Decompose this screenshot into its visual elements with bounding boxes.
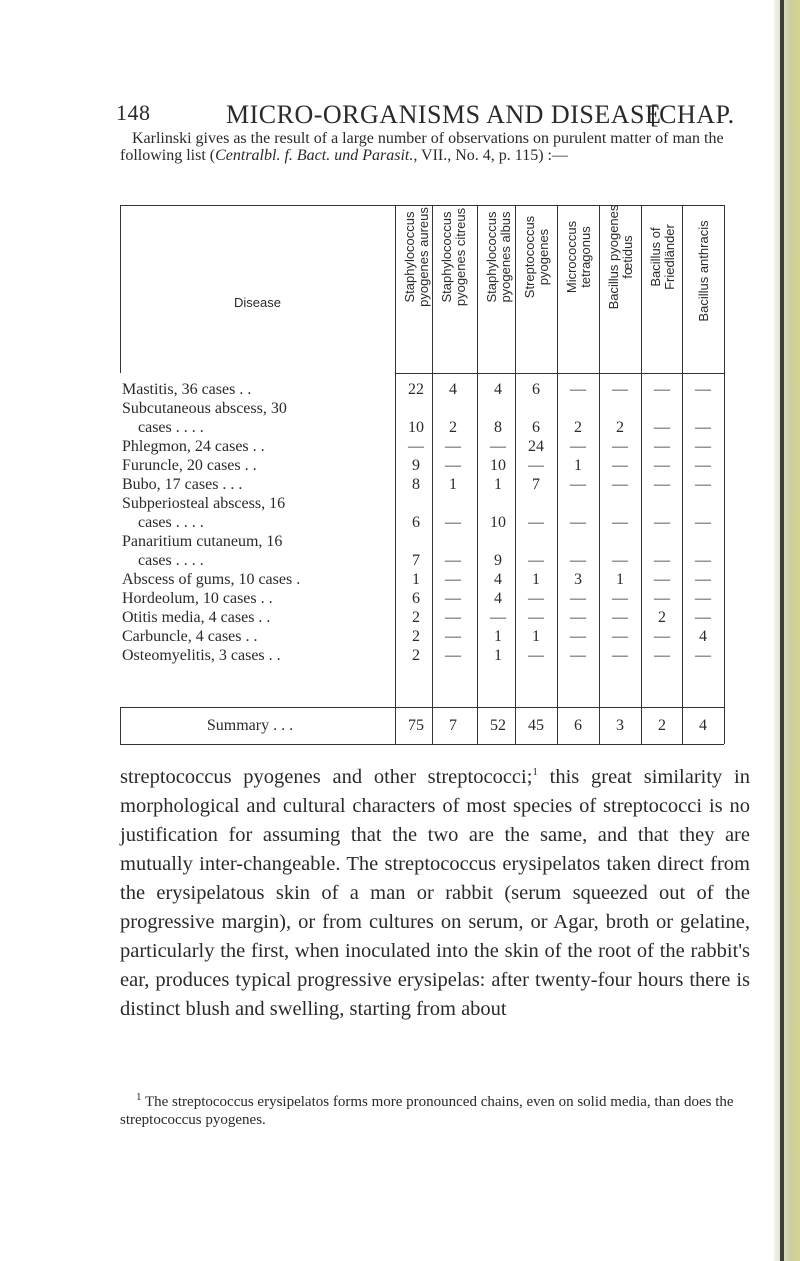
table-cell: —	[445, 457, 461, 474]
table-cell: —	[528, 457, 544, 474]
table-cell: 1	[494, 628, 502, 645]
table-cell: —	[612, 457, 628, 474]
body-paragraph-start: streptococcus pyogenes and other streptococci;	[120, 765, 533, 788]
table-cell: 6	[532, 381, 540, 398]
body-paragraph-rest: this great similarity in morphological and cultural characters of most species of streptococci is no justification for assuming that the two are the same, and that they are mutually inter-changeable. The streptococcus erysipelatos taken direct from the erysipelatous skin of a man or rabbit (serum squeezed out of the progressive margin), or from cultures on serum, or Agar, broth or gelatine, particularly the first, when inoculated into the skin of the root of the rabbit's ear, produces typical progressive erysipelas: after twenty-four hours there is distinct blush and swelling, starting from about	[120, 765, 750, 1020]
table-cell: —	[528, 590, 544, 607]
row-label: Subperiosteal abscess, 16	[122, 495, 286, 512]
table-cell: 2	[412, 628, 420, 645]
table-cell: —	[612, 590, 628, 607]
table-cell: —	[570, 647, 586, 664]
table-cell: —	[654, 571, 670, 588]
table-cell: —	[612, 381, 628, 398]
table-cell: —	[570, 590, 586, 607]
summary-cell: 6	[574, 717, 582, 734]
table-cell: —	[695, 419, 711, 436]
row-label: Osteomyelitis, 3 cases . .	[122, 647, 281, 664]
table-cell: —	[695, 590, 711, 607]
table-cell: —	[695, 438, 711, 455]
bacteria-table	[120, 205, 720, 750]
table-cell: —	[654, 590, 670, 607]
intro-citation: Centralbl. f. Bact. und Parasit.	[215, 147, 414, 164]
table-cell: —	[654, 457, 670, 474]
table-cell: —	[570, 381, 586, 398]
table-cell: 3	[574, 571, 582, 588]
summary-cell: 52	[490, 717, 506, 734]
table-cell: —	[570, 552, 586, 569]
intro-text-end: , VII., No. 4, p. 115) :—	[413, 147, 568, 164]
table-cell: —	[570, 628, 586, 645]
table-cell: —	[612, 514, 628, 531]
table-cell: 2	[574, 419, 582, 436]
column-header	[435, 205, 473, 373]
table-cell: —	[654, 628, 670, 645]
table-cell: —	[445, 628, 461, 645]
table-cell: 4	[449, 381, 457, 398]
column-header-label: Bacillus anthracis	[696, 220, 711, 322]
table-cell: 1	[532, 628, 540, 645]
disease-header: Disease	[234, 295, 281, 310]
table-cell: 4	[494, 381, 502, 398]
table-cell: —	[528, 647, 544, 664]
table-cell: 1	[532, 571, 540, 588]
table-cell: —	[445, 647, 461, 664]
table-cell: —	[654, 476, 670, 493]
table-cell: 2	[616, 419, 624, 436]
table-cell: —	[528, 552, 544, 569]
table-cell: —	[570, 476, 586, 493]
table-cell: —	[695, 571, 711, 588]
table-cell: 1	[449, 476, 457, 493]
table-cell: —	[695, 457, 711, 474]
table-cell: —	[445, 438, 461, 455]
column-header-label: Micrococcus tetragonus	[564, 220, 593, 294]
table-cell: —	[654, 647, 670, 664]
summary-cell: 7	[449, 717, 457, 734]
table-cell: —	[612, 476, 628, 493]
column-header	[560, 205, 598, 373]
row-label: Phlegmon, 24 cases . .	[122, 438, 265, 455]
table-cell: 10	[408, 419, 424, 436]
body-paragraph	[120, 758, 750, 1024]
table-cell: —	[654, 438, 670, 455]
intro-paragraph	[120, 130, 748, 164]
table-cell: 4	[494, 590, 502, 607]
table-cell: —	[695, 381, 711, 398]
table-cell: 1	[494, 647, 502, 664]
summary-rule	[120, 707, 724, 708]
table-cell: 10	[490, 514, 506, 531]
table-cell: —	[612, 647, 628, 664]
table-cell: —	[695, 647, 711, 664]
column-header	[602, 205, 640, 373]
table-cell: —	[654, 381, 670, 398]
footnote	[120, 1088, 750, 1129]
table-cell: —	[654, 552, 670, 569]
table-cell: —	[695, 609, 711, 626]
column-header-label: Streptococcus pyogenes	[522, 215, 551, 299]
row-label: Otitis media, 4 cases . .	[122, 609, 271, 626]
page-edge-binding	[774, 0, 800, 1261]
column-header-label: Bacillus pyogenes fœtidus	[606, 205, 635, 310]
row-label: Abscess of gums, 10 cases .	[122, 571, 301, 588]
table-cell: —	[570, 609, 586, 626]
footnote-ref: 1	[532, 766, 538, 778]
table-cell: 2	[412, 609, 420, 626]
table-cell: 7	[532, 476, 540, 493]
body-text	[120, 758, 750, 1024]
row-label: cases . . . .	[138, 514, 204, 531]
row-label: Carbuncle, 4 cases . .	[122, 628, 258, 645]
footnote-marker: 1	[136, 1091, 142, 1103]
table-cell: 4	[699, 628, 707, 645]
left-rule-head	[120, 205, 121, 373]
table-cell: —	[528, 609, 544, 626]
table-cell: 1	[494, 476, 502, 493]
table-cell: —	[654, 514, 670, 531]
table-cell: —	[570, 438, 586, 455]
footnote-text: The streptococcus erysipelatos forms more pronounced chains, even on solid media, than does the streptococcus pyogenes.	[120, 1094, 734, 1128]
column-header	[398, 205, 436, 373]
row-label: Furuncle, 20 cases . .	[122, 457, 257, 474]
table-cell: 8	[412, 476, 420, 493]
table-cell: 9	[494, 552, 502, 569]
table-cell: 8	[494, 419, 502, 436]
column-header	[518, 205, 556, 373]
table-cell: 9	[412, 457, 420, 474]
table-cell: 7	[412, 552, 420, 569]
table-cell: 2	[658, 609, 666, 626]
table-cell: —	[445, 552, 461, 569]
table-cell: —	[612, 438, 628, 455]
column-header-label: Staphylococcus pyogenes aureus	[402, 207, 431, 307]
header-rule	[395, 373, 724, 374]
table-cell: —	[654, 419, 670, 436]
row-label: Bubo, 17 cases . . .	[122, 476, 243, 493]
column-header-label: Staphylococcus pyogenes citreus	[439, 207, 468, 307]
table-cell: 2	[449, 419, 457, 436]
table-cell: 1	[412, 571, 420, 588]
table-cell: —	[445, 609, 461, 626]
column-header	[644, 205, 682, 373]
row-label: Subcutaneous abscess, 30	[122, 400, 287, 417]
table-cell: 1	[574, 457, 582, 474]
table-cell: —	[695, 514, 711, 531]
table-cell: —	[445, 571, 461, 588]
running-title: MICRO-ORGANISMS AND DISEASE	[226, 100, 662, 129]
table-cell: —	[570, 514, 586, 531]
column-header-label: Bacillus of Friedländer	[648, 224, 677, 290]
intro-text: Karlinski gives as the result of a large number of observations on purulent matter of man the following list (	[120, 130, 724, 164]
summary-label: Summary . . .	[206, 717, 294, 734]
table-cell: 2	[412, 647, 420, 664]
row-label: cases . . . .	[138, 419, 204, 436]
column-header	[480, 205, 518, 373]
summary-cell: 3	[616, 717, 624, 734]
table-cell: —	[695, 552, 711, 569]
table-cell: —	[612, 628, 628, 645]
table-cell: 6	[412, 590, 420, 607]
table-cell: 6	[412, 514, 420, 531]
table-cell: 10	[490, 457, 506, 474]
column-header-label: Staphylococcus pyogenes albus	[484, 211, 513, 303]
table-cell: 24	[528, 438, 544, 455]
row-label: Mastitis, 36 cases . .	[122, 381, 252, 398]
table-cell: —	[612, 552, 628, 569]
table-cell: 1	[616, 571, 624, 588]
table-cell: —	[695, 476, 711, 493]
table-cell: 22	[408, 381, 424, 398]
table-cell: —	[445, 514, 461, 531]
row-label: cases . . . .	[138, 552, 204, 569]
page-number: 148	[116, 100, 151, 125]
row-label: Panaritium cutaneum, 16	[122, 533, 283, 550]
table-cell: —	[528, 514, 544, 531]
table-cell: 4	[494, 571, 502, 588]
table-cell: —	[490, 609, 506, 626]
summary-cell: 2	[658, 717, 666, 734]
row-label: Hordeolum, 10 cases . .	[122, 590, 273, 607]
table-bottom-rule	[120, 744, 724, 745]
chapter-label: [CHAP.	[650, 100, 735, 129]
summary-cell: 4	[699, 717, 707, 734]
summary-cell: 75	[408, 717, 424, 734]
table-cell: —	[490, 438, 506, 455]
column-rule	[724, 205, 725, 744]
summary-cell: 45	[528, 717, 544, 734]
column-header	[685, 205, 723, 373]
table-cell: —	[408, 438, 424, 455]
table-cell: —	[445, 590, 461, 607]
table-cell: —	[612, 609, 628, 626]
table-cell: 6	[532, 419, 540, 436]
